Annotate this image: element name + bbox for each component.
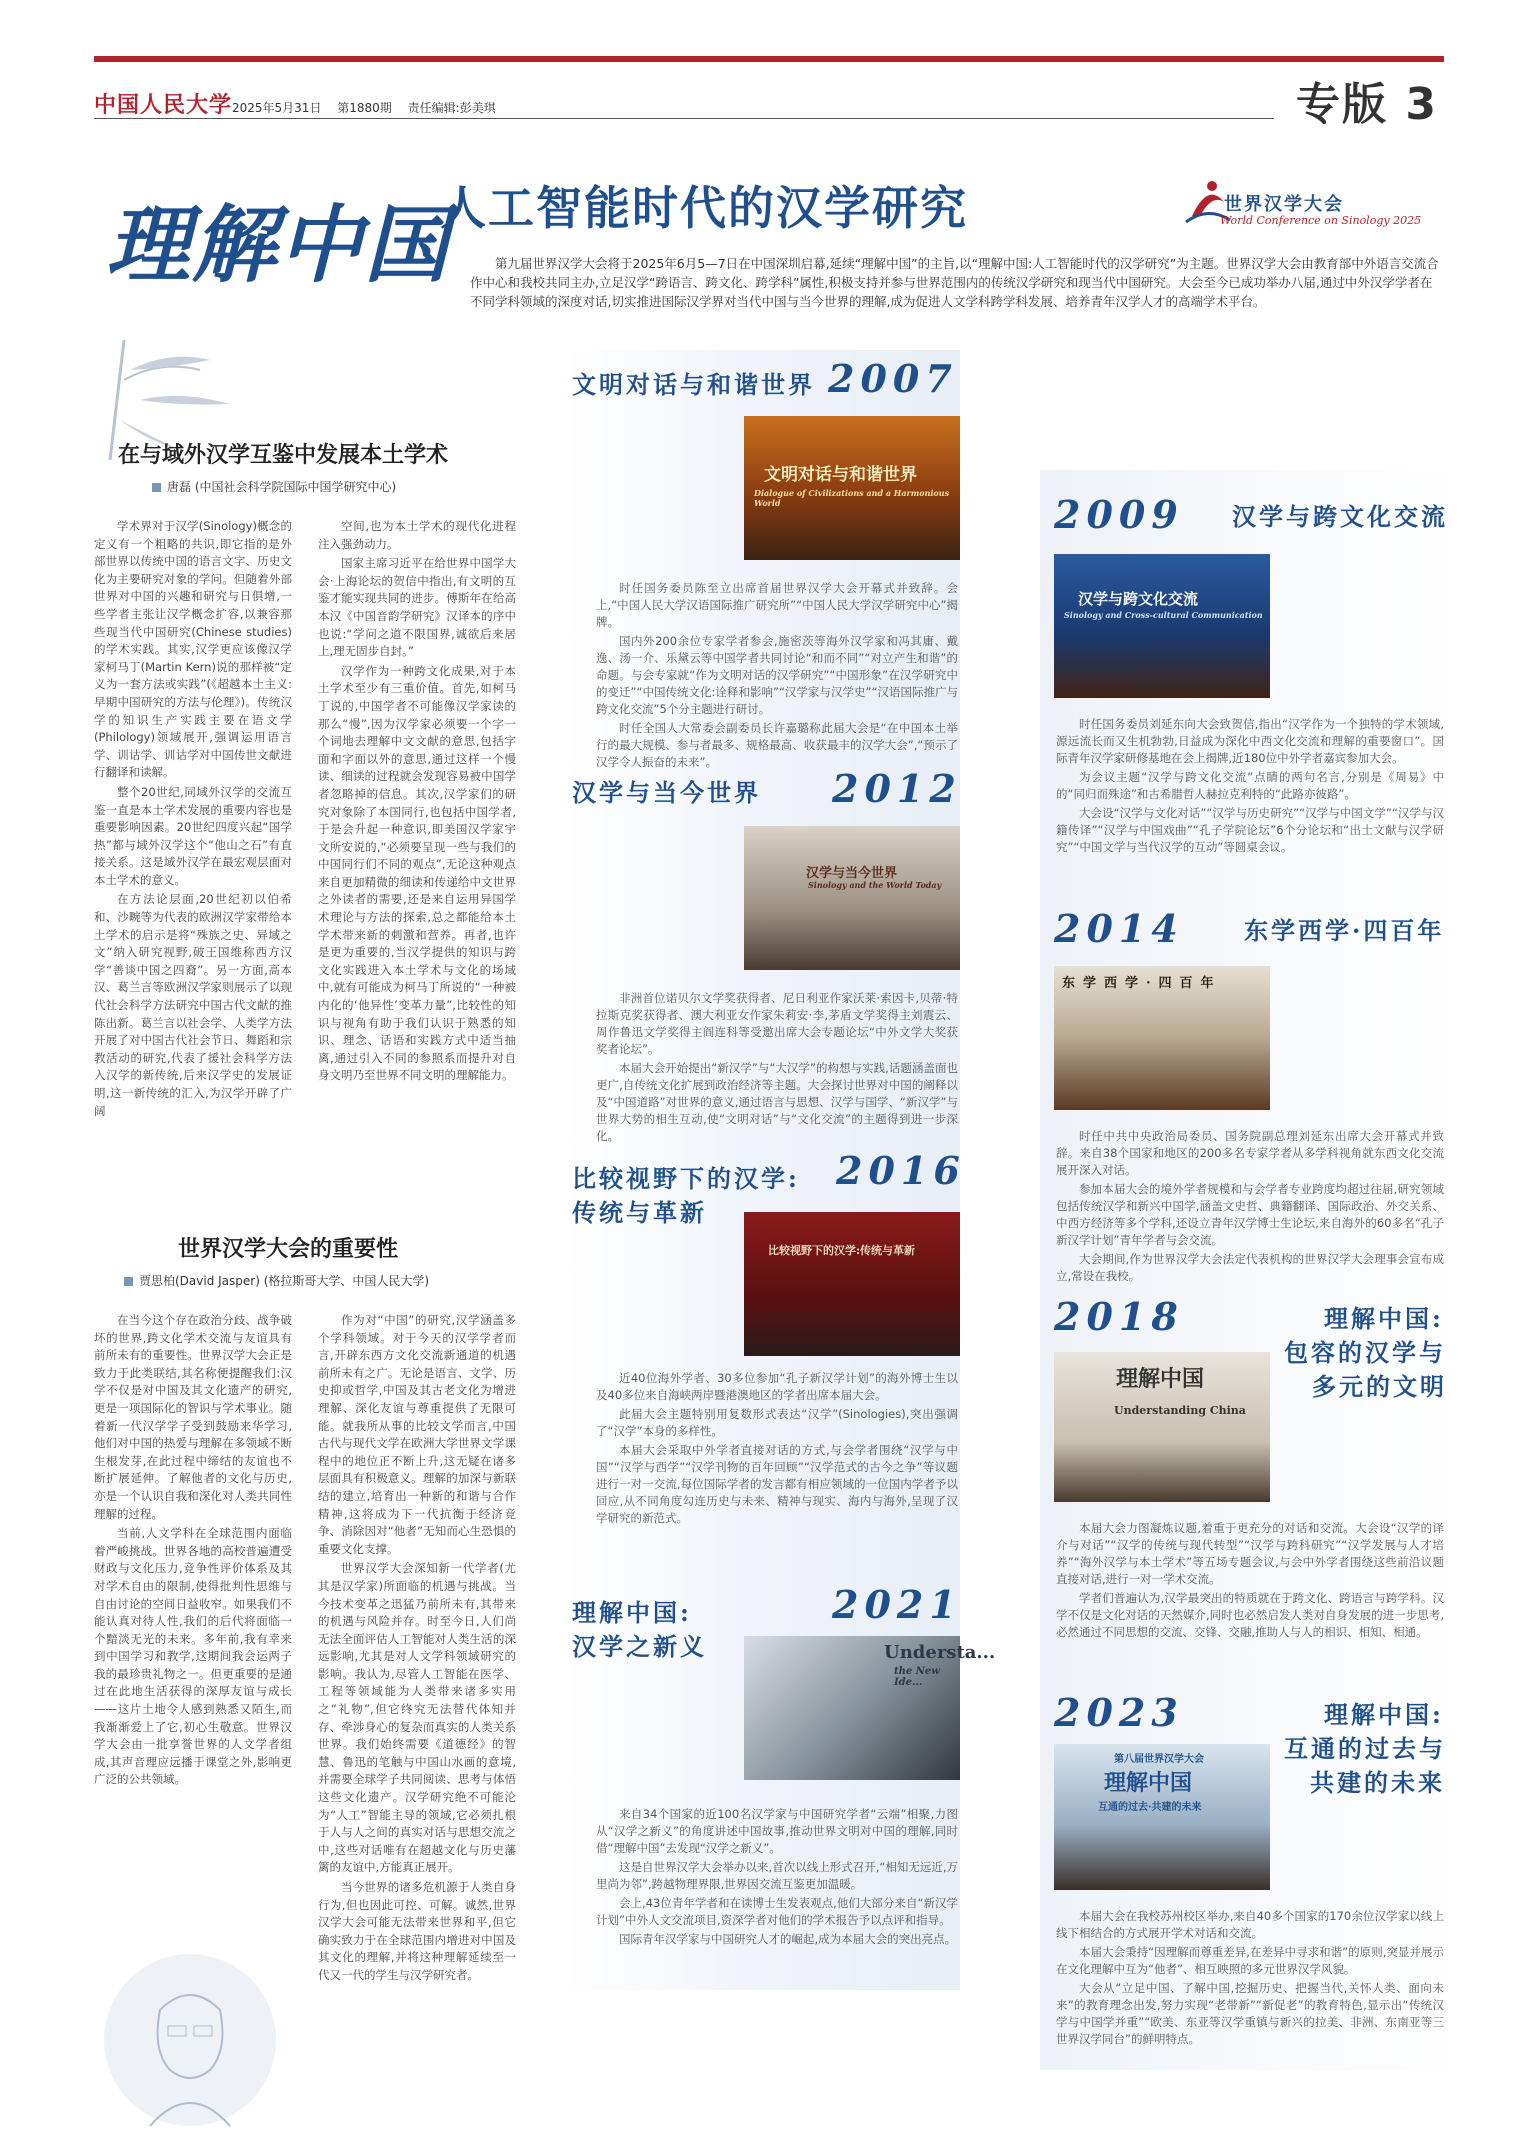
conference-2007-text [596,580,958,773]
photo-banner-text: 汉学与跨文化交流 [1078,590,1199,608]
paragraph: 在方法论层面,20世纪初以伯希和、沙畹等为代表的欧洲汉学家带给本土学术的启示是将“殊族之史、异域之文”纳入研究视野,破王国维称西方汉学“善谈中国之四裔”。另一方面,高本汉、葛兰言等欧洲汉学家则展示了以现代社会科学方法研究中国古代文献的推陈出新。葛兰言以社会学、人类学方法开展了对中国古代社会节日、舞蹈和宗教活动的研究,代表了援社会科学方法入汉学的新传统,后来汉学史的发展证明,这一新传统的汇入,为汉学开辟了广阔 [94,892,292,1118]
conference-2016-theme-line1: 比较视野下的汉学: [572,1164,800,1193]
paragraph: 本届大会开始提出“新汉学”与“大汉学”的构想与实践,话题涵盖面也更广,自传统文化扩展到政治经济等主题。大会探讨世界对中国的阐释以及“中国道路”对世界的意义,通过语言与思想、汉学与国学、“新汉学”与世界大势的相生互动,使“文明对话”与“文化交流”的主题得到进一步深化。 [596,1061,958,1143]
photo-banner-text: Understa... [884,1642,996,1663]
conference-2009-year: 2009 [1054,492,1184,537]
article2-author: 贾思柏(David Jasper) (格拉斯哥大学、中国人民大学) [139,1274,430,1288]
paragraph: 空间,也为本土学术的现代化进程注入强劲动力。 [318,519,516,551]
conference-2023-theme-line1: 理解中国: [1324,1700,1444,1729]
paragraph: 时任国务委员陈至立出席首届世界汉学大会开幕式并致辞。会上,“中国人民大学汉语国际推广研究所”“中国人民大学汉学研究中心”揭牌。 [596,581,958,629]
byline-square-icon [152,483,161,492]
conference-2014-theme: 东学西学·四百年 [1244,916,1445,945]
page-label: 专版 3 [1296,79,1438,130]
photo-banner-subtext: Dialogue of Civilizations and a Harmonious World [754,488,950,508]
conference-2018-theme-line3: 多元的文明 [1312,1372,1447,1401]
photo-banner-text: 比较视野下的汉学:传统与革新 [768,1244,916,1257]
issue-date: 2025年5月31日 [232,101,322,115]
article1-title: 在与域外汉学互鉴中发展本土学术 [118,442,449,468]
conference-2023-photo [1054,1744,1270,1890]
conference-2021-text [596,1806,958,1950]
conference-2012-theme: 汉学与当今世界 [572,778,761,807]
conference-2016-photo [744,1212,960,1356]
paragraph: 当今世界的诸多危机源于人类自身行为,但也因此可控、可解。诚然,世界汉学大会可能无法带来世界和平,但它确实致力于在全球范围内增进对中国及其文化的理解,并将这种理解延续至一代又一代的学生与汉学研究者。 [318,1880,516,1982]
article1-column-2 [318,518,516,1087]
conference-2018-year: 2018 [1054,1294,1184,1339]
photo-banner-text: 理解中国 [1116,1366,1205,1392]
conference-2018-text [1056,1520,1444,1643]
issue-editor: 责任编辑:彭美琪 [407,101,496,115]
paragraph: 学术界对于汉学(Sinology)概念的定义有一个粗略的共识,即它指的是外部世界以传统中国的语言文字、历史文化为主要研究对象的学问。但随着外部世界对中国的兴趣和研究与日俱增,一些学者主张让汉学概念扩容,以兼容那些现当代中国研究(Chinese studies)的学术实践。其实,汉学更应该像汉学家柯马丁(Martin Kern)说的那样被“定义为一套方法或实践”(《超越本土主义:早期中国研究的方法与伦理》)。传统汉学的知识生产实践主要在语文学(Philology)领域展开,强调运用语言学、训诂学、训诂学对中国传世文献进行翻译和读解。 [94,519,292,780]
conference-2023-text [1056,1908,1444,2050]
conference-2009-photo [1054,554,1270,698]
conference-2009-text [1056,716,1444,858]
conference-2012-text [596,990,958,1147]
paragraph: 会上,43位青年学者和在读博士生发表观点,他们大部分来自“新汉学计划”中外人文交流项目,资深学者对他们的学术报告予以点评和指导。 [596,1896,958,1927]
conference-2023-year: 2023 [1054,1690,1184,1735]
article2-title: 世界汉学大会的重要性 [178,1236,399,1262]
paragraph: 学者们普遍认为,汉学最突出的特质就在于跨文化、跨语言与跨学科。汉学不仅是文化对话的天然媒介,同时也必然启发人类对自身发展的进一步思考,必然通过不同思想的交流、交锋、交融,推助人与人的相识、相知、相通。 [1056,1591,1444,1639]
photo-banner-top: 第八届世界汉学大会 [1114,1754,1204,1765]
logo-english-name: World Conference on Sinology 2025 [1220,214,1422,227]
article2-column-2 [318,1312,516,1987]
paragraph: 大会从“立足中国、了解中国,挖掘历史、把握当代,关怀人类、面向未来”的教育理念出发,努力实现“老带新”“新促老”的教育特色,显示出“传统汉学与中国学并重”“欧美、东亚等汉学重镇与新兴的拉美、非洲、东南亚等三世界汉学同台”的鲜明特点。 [1056,1981,1444,2046]
article1-column-1 [94,518,292,1122]
portrait-sketch-icon [90,1950,290,2130]
article2-byline [124,1272,429,1289]
paragraph: 国际青年汉学家与中国研究人才的崛起,成为本届大会的突出亮点。 [619,1932,957,1946]
logo-chinese-name: 世界汉学大会 [1224,194,1344,215]
conference-2021-theme-line2: 汉学之新义 [572,1632,707,1661]
conference-2023-theme-line3: 共建的未来 [1310,1768,1445,1797]
paragraph: 本届大会在我校苏州校区举办,来自40多个国家的170余位汉学家以线上线下相结合的方式展开学术对话和交流。 [1056,1909,1444,1940]
article1-author: 唐磊 (中国社会科学院国际中国学研究中心) [167,480,397,494]
paragraph: 时任国务委员刘延东向大会致贺信,指出“汉学作为一个独特的学术领域,源远流长而又生机勃勃,日益成为深化中西文化交流和理解的重要窗口”。国际青年汉学家研修基地在会上揭牌,近180位中外学者嘉宾参加大会。 [1056,717,1444,765]
photo-banner-subtext: Sinology and the World Today [808,880,942,890]
paragraph: 为会议主题“汉学与跨文化交流”点睛的两句名言,分别是《周易》中的“同归而殊途”和古希腊哲人赫拉克利特的“此路亦彼路”。 [1056,770,1444,801]
conference-2014-text [1056,1128,1444,1287]
paragraph: 本届大会秉持“因理解而尊重差异,在差异中寻求和谐”的原则,突显并展示在文化理解中互为“他者”、相互映照的多元世界汉学风貌。 [1056,1945,1444,1976]
paragraph: 国家主席习近平在给世界中国学大会·上海论坛的贺信中指出,有文明的互鉴才能实现共同的进步。傅斯年在给高本汉《中国音韵学研究》汉译本的序中也说:“学问之道不限国界,诚欲后来居上,理无固步自封。” [318,556,516,659]
paragraph: 大会期间,作为世界汉学大会法定代表机构的世界汉学大会理事会宣布成立,常设在我校。 [1056,1252,1444,1283]
paragraph: 非洲首位诺贝尔文学奖获得者、尼日利亚作家沃莱·索因卡,贝蒂·特拉斯克奖获得者、澳大利亚女作家朱莉安·李,茅盾文学奖得主刘震云、周作鲁迅文学奖得主阎连科等受邀出席大会专题论坛“中外文学大奖获奖者论坛”。 [596,991,958,1056]
photo-banner-subtext: 互通的过去·共建的未来 [1098,1802,1202,1813]
paragraph: 近40位海外学者、30多位参加“孔子新汉学计划”的海外博士生以及40多位来自海峡两岸暨港澳地区的学者出席本届大会。 [596,1371,958,1402]
photo-banner-text: 汉学与当今世界 [806,866,898,881]
conference-2012-photo [744,826,960,970]
article1-byline [152,478,396,495]
article2-column-1 [94,1312,292,1791]
paragraph: 来自34个国家的近100名汉学家与中国研究学者“云端”相聚,力图从“汉学之新义”的角度讲述中国故事,推动世界文明对中国的理解,同时借“理解中国”去发现“汉学之新义”。 [596,1807,958,1855]
feature-main-title: 人工智能时代的汉学研究 [440,181,968,235]
photo-banner-subtext: Understanding China [1114,1404,1246,1417]
conference-2021-year: 2021 [832,1582,962,1627]
paragraph: 国内外200余位专家学者参会,施密茨等海外汉学家和冯其庸、戴逸、汤一介、乐黛云等中国学者共同讨论“和而不同”“对立产生和谐”的命题。与会专家就“作为文明对话的汉学研究”“中国形象”在汉学研究中的变迁”“中国传统文化:诠释和影响”“汉学家与汉学史”“汉语国际推广与跨文化交流”5个分主题进行研讨。 [596,634,958,716]
issue-info [232,99,508,116]
top-rule [94,56,1444,62]
paragraph: 当前,人文学科在全球范围内面临着严峻挑战。世界各地的高校普遍遭受财政与文化压力,竞争性评价体系及其对学术自由的限制,使得批判性思维与自由讨论的空间日益收窄。如果我们不能认真对待人性,我们的后代将面临一个黯淡无光的未来。多年前,我有幸来到中国学习和教学,这期间我会运两子我的最珍贵礼物之一。但更重要的是通过在此地生活获得的深厚友谊与成长——这片土地令人感到熟悉又陌生,而我渐渐爱上了它,初心生敬意。世界汉学大会由一批享誉世界的人文学者组成,其声音理应远播于课堂之外,影响更广泛的公共领域。 [94,1526,292,1787]
conference-2021-theme-line1: 理解中国: [572,1598,692,1627]
paragraph: 时任全国人大常委会副委员长许嘉璐称此届大会是“在中国本土举行的最大规模、参与者最多、规格最高、收获最丰的汉学大会”,“预示了汉学令人振奋的未来”。 [596,721,958,769]
paragraph: 此届大会主题特别用复数形式表达“汉学”(Sinologies),突出强调了“汉学”本身的多样性。 [596,1407,958,1438]
header-rule [94,118,1274,119]
byline-square-icon [124,1277,133,1286]
conference-2007-theme: 文明对话与和谐世界 [572,370,815,399]
conference-2009-theme: 汉学与跨文化交流 [1232,502,1448,531]
conference-2016-year: 2016 [836,1148,966,1193]
conference-2014-year: 2014 [1054,906,1184,951]
paragraph: 这是自世界汉学大会举办以来,首次以线上形式召开,“相知无远近,万里尚为邻”,跨越物理界限,世界因交流互鉴更加温暖。 [596,1860,958,1891]
paragraph: 整个20世纪,同域外汉学的交流互鉴一直是本土学术发展的重要内容也是重要影响因素。20世纪四度兴起“国学热”都与域外汉学这个“他山之石”有直接关系。这是域外汉学在最宏观层面对本土学术的意义。 [94,784,292,887]
conference-2007-photo [744,416,960,560]
conference-2016-text [596,1370,958,1529]
conference-2021-photo [744,1636,996,1780]
conference-2012-year: 2012 [832,766,962,811]
paragraph: 作为对“中国”的研究,汉学涵盖多个学科领域。对于今天的汉学学者而言,开辟东西方文化交流新通道的机遇前所未有之广。无论是语言、文学、历史抑或哲学,中国及其古老文化为增进理解、深化友谊与尊重提供了无限可能。就我所从事的比较文学而言,中国古代与现代文学在欧洲大学世界文学课程中的地位正不断上升,这无疑在诸多层面具有积极意义。理解的加深与新联结的建立,培育出一种新的和谐与合作精神,这将成为下一代抗衡于经济竞争、消除因对“他者”无知而心生恐惧的重要文化支撑。 [318,1313,516,1556]
paragraph: 时任中共中央政治局委员、国务院副总理刘延东出席大会开幕式并致辞。来自38个国家和地区的200多名专家学者从多学科视角就东西文化交流展开深入对话。 [1056,1129,1444,1177]
conference-2018-photo [1054,1352,1270,1502]
newspaper-masthead: 中国人民大学 [94,92,233,118]
issue-number: 第1880期 [337,101,392,115]
conference-2014-photo [1054,966,1270,1110]
paragraph: 本届大会采取中外学者直接对话的方式,与会学者围绕“汉学与中国”“汉学与西学”“汉学刊物的百年回顾”“汉学范式的古今之争”等议题进行一对一交流,每位国际学者的发言都有相应领域的一位国内学者予以回应,从不同角度勾连历史与未来、精神与现实、海内与海外,呈现了汉学研究的新范式。 [596,1443,958,1525]
paragraph: 在当今这个存在政治分歧、战争破坏的世界,跨文化学术交流与友谊具有前所未有的重要性。世界汉学大会正是致力于此类联结,其名称便提醒我们:汉学不仅是对中国及其文化遗产的研究,更是一项国际化的智识与学术事业。随着新一代汉学学子受到鼓励来华学习,他们对中国的热爱与理解在多领域不断生根发芽,在此过程中缔结的友谊也不断扩展延伸。了解他者的文化与历史,亦是一个认识自我和深化对人类共同性理解的过程。 [94,1313,292,1521]
photo-banner-text: 理解中国 [1104,1770,1193,1796]
paragraph: 参加本届大会的境外学者规模和与会学者专业跨度均超过往届,研究领域包括传统汉学和新兴中国学,涵盖文史哲、典籍翻译、国际政治、外交关系、中西方经济等多个学科,还设立青年汉学博士生论坛,来自海外的60多名“孔子新汉学计划”青年学者与会交流。 [1056,1182,1444,1247]
feature-big-title: 理解中国 [106,195,451,294]
conference-2023-theme-line2: 互通的过去与 [1284,1734,1446,1763]
photo-banner-text: 东学西学·四百年 [1062,976,1222,991]
paragraph: 大会设“汉学与文化对话”“汉学与历史研究”“汉学与中国文学”“汉学与汉籍传译”“汉学与中国戏曲”“孔子学院论坛”6个分论坛和“出土文献与汉学研究”“中国文学与当代汉学的互动”等圆桌会议。 [1056,806,1444,854]
photo-banner-subtext: the New Ide... [894,1666,940,1688]
paragraph: 本届大会力图凝炼议题,着重于更充分的对话和交流。大会设“汉学的译介与对话”“汉学的传统与现代转型”“汉学与跨科研究”“汉学发展与人才培养”“海外汉学与本土学术”等五场专题会议,与会中外学者围绕这些前沿议题直接对话,进行一对一学术交流。 [1056,1521,1444,1586]
conference-2018-theme-line1: 理解中国: [1324,1304,1444,1333]
paragraph: 世界汉学大会深知新一代学者(尤其是汉学家)所面临的机遇与挑战。当今技术变革之迅猛乃前所未有,其带来的机遇与风险并存。时至今日,人们尚无法全面评估人工智能对人类生活的深远影响,尤其是对人文学科领域研究的影响。我认为,尽管人工智能在医学、工程等领域能为人类带来诸多实用之“礼物”,但它终究无法替代体知并存、牵涉身心的复杂而真实的人类关系世界。我们始终需要《道德经》的智慧、鲁迅的笔触与中国山水画的意境,并需要全球学子共同阅读、思考与体悟这些文化遗产。汉学研究绝不可能沦为“人工”智能主导的领域,它必须扎根于人与人之间的真实对话与思想交流之中,这些对话唯有在超越文化与历史藩篱的友谊中,方能真正展开。 [318,1561,516,1875]
feature-intro: 第九届世界汉学大会将于2025年6月5—7日在中国深圳启幕,延续“理解中国”的主旨,以“理解中国:人工智能时代的汉学研究”为主题。世界汉学大会由教育部中外语言交流合作中心和我校共同主办,立足汉学“跨语言、跨文化、跨学科”属性,积极支持并参与世界范围内的传统汉学研究和现当代中国研究。大会至今已成功举办八届,通过中外汉学学者在不同学科领域的深度对话,切实推进国际汉学界对当代中国与当今世界的理解,成为促进人文学科跨学科发展、培养青年汉学人才的高端学术平台。 [470,256,1439,309]
conference-2007-year: 2007 [828,356,958,401]
conference-2018-theme-line2: 包容的汉学与 [1284,1338,1446,1367]
photo-banner-text: 文明对话与和谐世界 [764,465,917,485]
paragraph: 汉学作为一种跨文化成果,对于本土学术至少有三重价值。首先,如柯马丁说的,中国学者不可能像汉学家读的那么“慢”,因为汉学家必须要一个字一个词地去理解中文文献的意思,包括字面和字面以外的意思,通过这样一个慢读、细读的过程就会发现容易被中国学者忽略掉的信息。其次,汉学家们的研究对象除了本国同行,也包括中国学者,于是会升起一种意识,即美国汉学家宇文所安说的,“必须要呈现一些与我们的中国同行们不同的观点”,无论这种观点来自更加精微的细读和传递给中文世界之外读者的需要,还是来自运用异国学术理论与方法的探索,总之都能给本土学术带来新的刺激和营养。再者,也许是更为重要的,当汉学提供的知识与跨文化实践进入本土学术与文化的场域中,就有可能成为柯马丁所说的“一种被内化的‘他异性’变革力量”,比较性的知识与视角有助于我们认识于熟悉的知识、理念、话语和实践方式中适当抽离,通过引入不同的参照系而提升对自身文明乃至世界不同文明的理解能力。 [318,663,516,1083]
photo-banner-subtext: Sinology and Cross-cultural Communication [1064,610,1263,620]
conference-2016-theme-line2: 传统与革新 [572,1198,707,1227]
